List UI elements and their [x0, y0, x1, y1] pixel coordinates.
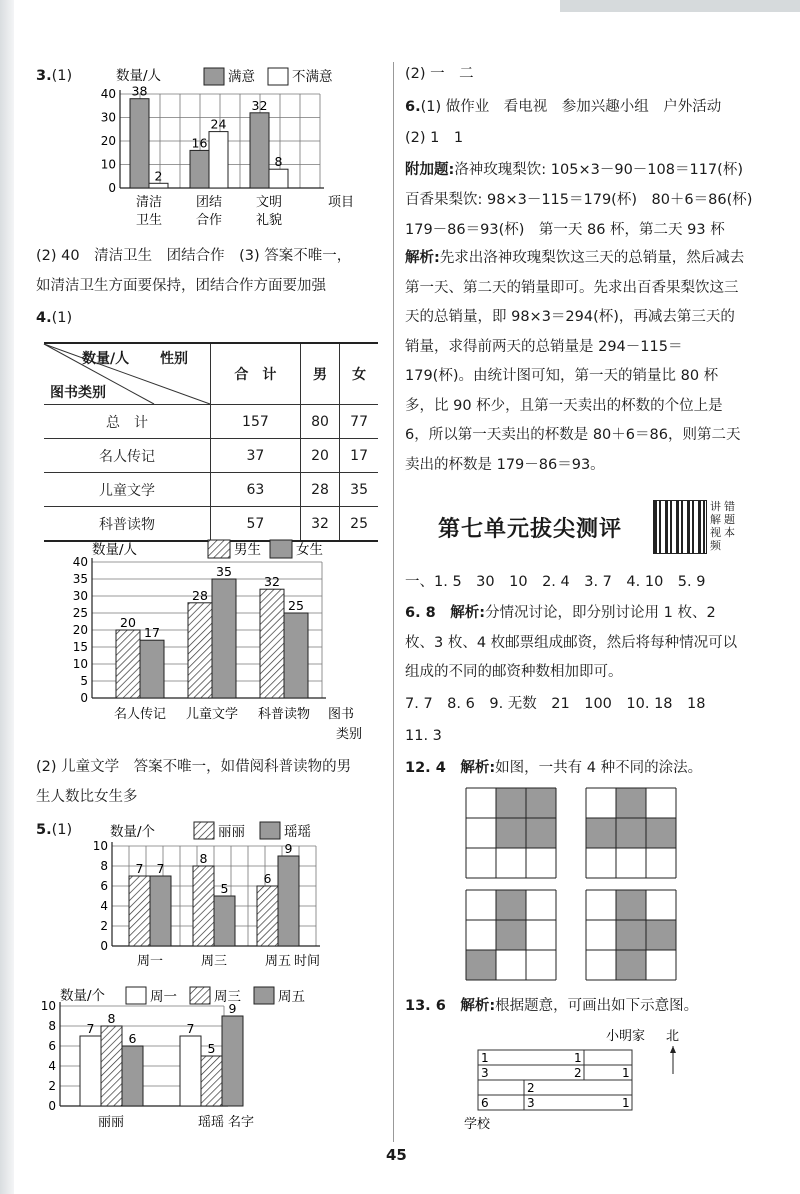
- map-num: 2: [527, 1081, 535, 1095]
- x-axis-label: 类别: [336, 727, 363, 742]
- q4-number: 4.: [36, 310, 52, 326]
- map-home-label: 小明家: [606, 1029, 646, 1044]
- s-line-1: 一、1. 5 30 10 2. 4 3. 7 4. 10 5. 9: [405, 574, 706, 590]
- legend-label: 不满意: [292, 69, 333, 85]
- x-tick-label: 周三: [200, 954, 228, 969]
- qr-label-char: 讲: [710, 500, 721, 513]
- data-label: 6: [128, 1031, 137, 1046]
- x-tick-label: 名人传记: [113, 707, 167, 722]
- s-q6-analysis-label: 解析:: [450, 605, 486, 621]
- q3-answer-1: (2) 40 清洁卫生 团结合作 (3) 答案不唯一，: [36, 248, 352, 264]
- data-label: 7: [156, 861, 165, 876]
- legend-swatch: [268, 68, 288, 85]
- s-q13-number: 13. 6: [405, 998, 446, 1014]
- y-tick-label: 35: [72, 572, 88, 586]
- q4-cell: 57: [211, 507, 301, 542]
- shaded-cell: [496, 788, 526, 818]
- y-tick-label: 10: [40, 999, 56, 1013]
- x-tick-label: 团结: [195, 195, 223, 210]
- q5-heading: [36, 820, 72, 840]
- bar: [122, 1046, 143, 1106]
- legend-swatch: [194, 822, 214, 839]
- q4-header-gender: 性别: [160, 351, 188, 367]
- north-arrow-head-icon: [670, 1046, 676, 1053]
- r-extra-l1: 洛神玫瑰梨饮: 105×3－90－108＝117(杯): [454, 162, 743, 178]
- section-title: 第七单元拔尖测评: [438, 517, 623, 542]
- q4-answer-2: 生人数比女生多: [36, 789, 138, 805]
- y-tick-label: 8: [48, 1019, 56, 1033]
- legend-swatch: [190, 987, 210, 1004]
- s-q13-analysis-label: 解析:: [460, 998, 496, 1014]
- s-q13-text: 根据题意，可画出如下示意图。: [495, 998, 699, 1014]
- bar: [190, 150, 209, 188]
- legend-swatch: [270, 540, 292, 558]
- x-axis-label: 图书: [328, 707, 355, 722]
- q4-cell: 32: [300, 507, 339, 542]
- y-tick-label: 20: [72, 623, 88, 637]
- y-tick-label: 4: [100, 899, 108, 913]
- x-tick-label: 周一: [136, 954, 164, 969]
- bar: [116, 630, 140, 698]
- bar: [250, 113, 269, 188]
- q5-chart-2: [30, 984, 350, 1134]
- q5-number: 5.: [36, 822, 52, 838]
- data-label: 25: [288, 598, 304, 613]
- data-label: 7: [186, 1021, 195, 1036]
- q4-col-male: 男: [300, 343, 339, 405]
- y-tick-label: 0: [48, 1099, 56, 1113]
- bar: [260, 589, 284, 698]
- data-label: 8: [107, 1011, 116, 1026]
- legend-label: 周三: [214, 989, 241, 1005]
- y-tick-label: 0: [100, 939, 108, 953]
- q4-row-label: 名人传记: [44, 439, 211, 473]
- map-num: 1: [574, 1051, 582, 1065]
- legend-label: 周一: [150, 989, 177, 1005]
- bar: [201, 1056, 222, 1106]
- q4-header-qty: 数量/人: [82, 351, 130, 367]
- s-q12-analysis-label: 解析:: [460, 760, 496, 776]
- y-tick-label: 6: [100, 879, 108, 893]
- data-label: 24: [210, 116, 227, 132]
- s-q12-number: 12. 4: [405, 760, 446, 776]
- shaded-cell: [526, 788, 556, 818]
- legend-swatch: [126, 987, 146, 1004]
- map-north-label: 北: [666, 1029, 680, 1044]
- y-tick-label: 30: [72, 589, 88, 603]
- data-label: 8: [199, 851, 208, 866]
- q4-cell: 37: [211, 439, 301, 473]
- qr-label-char: 频: [710, 539, 721, 552]
- shaded-cell: [616, 788, 646, 818]
- y-tick-label: 20: [100, 134, 116, 148]
- q4-heading: [36, 308, 72, 328]
- x-axis-label: 时间: [294, 954, 321, 969]
- x-tick-label: 合作: [195, 213, 223, 228]
- y-axis-label: 数量/个: [110, 824, 156, 840]
- q4-header-type: 图书类别: [50, 385, 106, 401]
- map-school-label: 学校: [464, 1117, 491, 1132]
- r-line-1: (2) 一 二: [405, 66, 474, 82]
- x-tick-label: 清洁: [135, 195, 163, 210]
- r-analysis: [405, 244, 745, 480]
- q4-chart: [46, 534, 386, 748]
- r-q6-text: (1) 做作业 看电视 参加兴趣小组 户外活动: [420, 99, 722, 115]
- data-label: 32: [251, 97, 268, 113]
- map-num: 1: [622, 1096, 630, 1110]
- y-tick-label: 2: [100, 919, 108, 933]
- s-q6: [405, 599, 745, 688]
- x-tick-label: 周五: [264, 954, 292, 969]
- data-label: 28: [192, 587, 208, 603]
- q4-cell: 63: [211, 473, 301, 507]
- data-label: 35: [216, 564, 232, 579]
- scan-edge-top: [560, 0, 800, 12]
- qr-code-icon[interactable]: [653, 500, 707, 554]
- page-number: 45: [386, 1146, 407, 1164]
- data-label: 20: [120, 615, 136, 630]
- q13-map: [460, 1022, 700, 1136]
- x-tick-label: 丽丽: [97, 1115, 125, 1130]
- legend-label: 男生: [234, 542, 261, 558]
- y-tick-label: 8: [100, 859, 108, 873]
- map-num: 3: [527, 1096, 535, 1110]
- q4-cell: 17: [340, 439, 378, 473]
- q5-part: (1): [51, 822, 73, 838]
- q4-table: [44, 342, 378, 542]
- qr-label-char: 错: [724, 500, 735, 513]
- map-num: 6: [481, 1096, 489, 1110]
- s-q12: [405, 758, 702, 778]
- x-tick-label: 文明: [255, 195, 283, 210]
- data-label: 6: [263, 871, 272, 886]
- y-tick-label: 40: [72, 555, 88, 569]
- data-label: 32: [264, 574, 280, 590]
- bar: [149, 183, 168, 188]
- shaded-cell: [526, 818, 556, 848]
- q4-cell: 157: [211, 405, 301, 439]
- shaded-cell: [616, 920, 646, 950]
- map-num: 3: [481, 1066, 489, 1080]
- legend-label: 满意: [228, 69, 255, 85]
- bar: [129, 876, 150, 946]
- r-q6-part2: (2) 1 1: [405, 130, 464, 146]
- y-tick-label: 2: [48, 1079, 56, 1093]
- bar: [214, 896, 235, 946]
- q3-heading: [36, 66, 72, 86]
- s-q6-number: 6. 8: [405, 605, 436, 621]
- q3-part: (1): [51, 68, 73, 84]
- q3-chart: [80, 58, 380, 228]
- y-axis-label: 数量/个: [60, 988, 106, 1004]
- legend-swatch: [260, 822, 280, 839]
- y-axis-label: 数量/人: [116, 68, 162, 84]
- q4-cell: 20: [300, 439, 339, 473]
- x-tick-label: 科普读物: [257, 707, 311, 722]
- qr-label-col-1: [710, 500, 722, 552]
- scan-edge-left: [0, 0, 14, 1194]
- data-label: 2: [154, 168, 163, 184]
- shaded-cell: [466, 950, 496, 980]
- q4-col-total: 合 计: [211, 343, 301, 405]
- q12-grids: [460, 786, 720, 976]
- y-tick-label: 15: [72, 640, 88, 654]
- q4-part: (1): [51, 310, 73, 326]
- x-tick-label: 瑶瑶: [197, 1115, 225, 1130]
- y-tick-label: 4: [48, 1059, 56, 1073]
- data-label: 38: [131, 83, 148, 99]
- x-tick-label: 儿童文学: [185, 707, 239, 722]
- data-label: 7: [86, 1021, 95, 1036]
- qr-label-char: 题: [724, 513, 735, 526]
- q4-row-label: 儿童文学: [44, 473, 211, 507]
- data-label: 8: [274, 154, 283, 170]
- bar: [278, 856, 299, 946]
- bar: [193, 866, 214, 946]
- r-q6-number: 6.: [405, 99, 421, 115]
- legend-swatch: [254, 987, 274, 1004]
- shaded-cell: [646, 920, 676, 950]
- y-tick-label: 10: [72, 657, 88, 671]
- q4-table-header-cell: [44, 343, 211, 405]
- r-q6: [405, 97, 721, 117]
- legend-label: 丽丽: [218, 824, 245, 840]
- q4-answer-1: (2) 儿童文学 答案不唯一，如借阅科普读物的男: [36, 759, 352, 775]
- q4-cell: 35: [340, 473, 378, 507]
- data-label: 5: [207, 1041, 216, 1056]
- bar: [212, 579, 236, 698]
- shaded-cell: [496, 818, 526, 848]
- x-tick-label: 卫生: [135, 213, 163, 228]
- q4-cell: 28: [300, 473, 339, 507]
- y-tick-label: 5: [80, 674, 88, 688]
- r-extra-label: 附加题:: [405, 162, 455, 178]
- legend-label: 周五: [278, 989, 305, 1005]
- r-extra-1: [405, 160, 743, 180]
- q4-cell: 25: [340, 507, 378, 542]
- y-tick-label: 0: [80, 691, 88, 705]
- shaded-cell: [646, 818, 676, 848]
- y-tick-label: 6: [48, 1039, 56, 1053]
- shaded-cell: [496, 890, 526, 920]
- data-label: 16: [191, 135, 208, 151]
- s-line-11: 11. 3: [405, 728, 442, 744]
- bar: [140, 640, 164, 698]
- data-label: 17: [144, 625, 160, 641]
- bar: [180, 1036, 201, 1106]
- y-tick-label: 40: [100, 87, 116, 101]
- s-q12-text: 如图，一共有 4 种不同的涂法。: [495, 760, 703, 776]
- shaded-cell: [616, 890, 646, 920]
- bar: [269, 169, 288, 188]
- column-divider: [393, 62, 394, 1142]
- qr-label-char: 视: [710, 526, 721, 539]
- legend-swatch: [204, 68, 224, 85]
- y-tick-label: 30: [100, 110, 116, 125]
- qr-label-char: 本: [724, 526, 735, 539]
- bar: [209, 132, 228, 188]
- map-num: 2: [574, 1066, 582, 1080]
- shaded-cell: [616, 950, 646, 980]
- bar: [150, 876, 171, 946]
- s-q13: [405, 996, 698, 1016]
- r-analysis-text: 先求出洛神玫瑰梨饮这三天的总销量，然后减去第一天、第二天的销量即可。先求出百香果梨饮这三天的总销量，即 98×3＝294(杯)，再减去第三天的销量，求得前两天的总销量是 294－115＝179(杯)。由统计图可知，第一天的销量比 80 杯多，比 90 杯少，且第一天卖出的杯数的个位上是 6，所以第一天卖出的杯数是 80＋6＝86，则第二天卖出的杯数是 179－86＝93。: [405, 250, 745, 473]
- r-extra-2: 百香果梨饮: 98×3－115＝179(杯) 80＋6＝86(杯): [405, 192, 753, 208]
- q4-row-label: 总 计: [44, 405, 211, 439]
- bar: [222, 1016, 243, 1106]
- map-num: 1: [622, 1066, 630, 1080]
- data-label: 9: [228, 1001, 237, 1016]
- shaded-cell: [586, 818, 616, 848]
- r-analysis-label: 解析:: [405, 250, 440, 266]
- data-label: 9: [284, 841, 293, 856]
- q5-chart-1: [72, 816, 372, 972]
- y-tick-label: 10: [100, 157, 116, 172]
- shaded-cell: [496, 920, 526, 950]
- bar: [101, 1026, 122, 1106]
- x-axis-label: 名字: [228, 1115, 255, 1130]
- map-num: 1: [481, 1051, 489, 1065]
- y-axis-label: 数量/人: [92, 542, 138, 558]
- q4-row-label: 科普读物: [44, 507, 211, 542]
- qr-label-col-2: [724, 500, 736, 539]
- y-tick-label: 10: [92, 839, 108, 853]
- q4-cell: 77: [340, 405, 378, 439]
- legend-label: 女生: [296, 542, 323, 558]
- bar: [188, 603, 212, 698]
- qr-label: [708, 498, 740, 556]
- s-line-7: 7. 7 8. 6 9. 无数 21 100 10. 18 18: [405, 696, 706, 712]
- bar: [80, 1036, 101, 1106]
- q4-cell: 80: [300, 405, 339, 439]
- r-extra-3: 179－86＝93(杯) 第一天 86 杯，第二天 93 杯: [405, 222, 725, 238]
- y-tick-label: 0: [108, 181, 116, 195]
- q4-col-female: 女: [340, 343, 378, 405]
- shaded-cell: [616, 818, 646, 848]
- bar: [284, 613, 308, 698]
- bar: [130, 99, 149, 188]
- legend-swatch: [208, 540, 230, 558]
- bar: [257, 886, 278, 946]
- data-label: 5: [220, 881, 229, 896]
- x-axis-label: 项目: [328, 195, 355, 210]
- q3-answer-2: 如清洁卫生方面要保持，团结合作方面要加强: [36, 278, 326, 294]
- q3-number: 3.: [36, 68, 52, 84]
- legend-label: 瑶瑶: [284, 824, 311, 840]
- s-q6-text: 分情况讨论，即分别讨论用 1 枚、2 枚、3 枚、4 枚邮票组成邮资，然后将每种情况可以组成的不同的邮资种数相加即可。: [405, 605, 738, 680]
- x-tick-label: 礼貌: [255, 213, 283, 228]
- y-tick-label: 25: [72, 606, 88, 620]
- qr-label-char: 解: [710, 513, 721, 526]
- data-label: 7: [135, 861, 144, 876]
